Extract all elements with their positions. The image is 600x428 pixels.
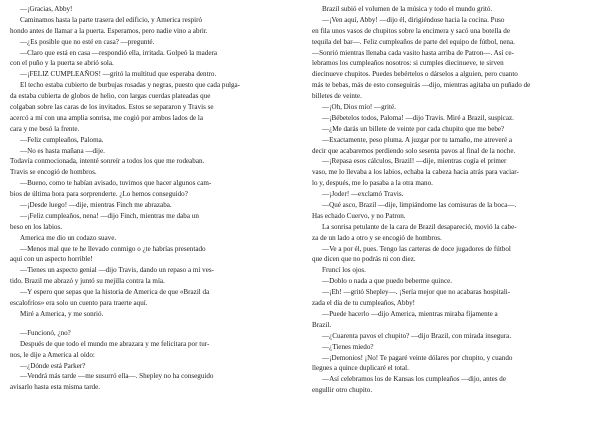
- text-line: —¿Dónde está Parker?: [20, 361, 86, 370]
- text-line: da estaba cubierta de globos de helio, con largas cuerdas plateadas que: [10, 92, 211, 101]
- text-line: —¿Cuarenta pavos el chupito? —dijo Brazil, con mirada insegura.: [322, 331, 512, 340]
- text-line: —Tienes un aspecto genial —dijo Travis, dando un repaso a mi ves-: [20, 266, 215, 275]
- text-line: hondo antes de llamar a la puerta. Esperamos, pero nadie vino a abrir.: [10, 26, 208, 35]
- text-line: El techo estaba cubierto de burbujas rosadas y negras, puesto que cada pulga-: [20, 81, 241, 90]
- text-line: lo y, después, me lo pasaba a la otra mano.: [312, 179, 433, 188]
- text-line: —Claro que está en casa —respondió ella, irritada. Golpeó la madera: [20, 48, 217, 57]
- text-line: —Y espero que sepas que la historia de America de que «Brazil da: [20, 288, 210, 297]
- text-line: Travis se encogió de hombros.: [10, 168, 97, 177]
- text-line: —¡FELIZ CUMPLEAÑOS! —gritó la multitud que esperaba dentro.: [20, 70, 217, 79]
- text-line: tido. Brazil me abrazó y juntó su mejilla contra la mía.: [10, 277, 165, 286]
- text-line: acercó a mí con una amplia sonrisa, me cogió por ambos lados de la: [10, 113, 204, 122]
- text-line: —Bueno, como te habían avisado, tuvimos que hacer algunos cam-: [20, 179, 212, 188]
- text-line: —¡Desde luego! —dije, mientras Finch me abrazaba.: [20, 201, 172, 210]
- text-line: —Feliz cumpleaños, Paloma.: [20, 135, 104, 144]
- right-page: [312, 4, 590, 424]
- text-line: —Ve a por él, pues. Tengo las carteras de doce jugadores de fútbol: [322, 244, 511, 253]
- text-line: America me dio un codazo suave.: [20, 233, 117, 242]
- text-line: colgaban sobre las caras de los invitados. Estos se separaron y Travis se: [10, 103, 214, 112]
- text-line: escalofríos» era solo un cuento para traerte aquí.: [10, 299, 148, 308]
- text-line: —¡Oh, Dios mío! —grité.: [322, 103, 396, 112]
- text-line: Todavía conmocionada, intenté sonreír a todos los que me rodeaban.: [10, 157, 205, 166]
- text-line: Brazil.: [312, 320, 332, 329]
- text-line: —¡Joder! —exclamó Travis.: [322, 190, 404, 199]
- text-line: La sonrisa petulante de la cara de Brazil desapareció, movió la cabe-: [322, 222, 517, 231]
- text-line: —No es hasta mañana —dije.: [20, 146, 105, 155]
- text-line: —¡Eh! —gritó Shepley—. ¡Sería mejor que no acabaras hospitali-: [322, 288, 511, 297]
- text-line: —Menos mal que te he llevado conmigo o ¿te habrías presentado: [20, 244, 206, 253]
- text-line: —Exactamente, peso pluma. A juzgar por tu tamaño, me atreveré a: [322, 135, 513, 144]
- text-line: —¡Feliz cumpleaños, nena! —dijo Finch, mientras me daba un: [20, 211, 199, 220]
- text-line: Brazil subió el volumen de la música y todo el mundo gritó.: [322, 5, 493, 13]
- text-line: —Puede hacerlo —dijo America, mientras miraba fijamente a: [322, 309, 498, 318]
- text-line: más te bebas, más de esto conseguirás —dijo, mientras agitaba un puñado de: [312, 81, 531, 90]
- text-line: beso en los labios.: [10, 222, 63, 231]
- text-line: Has echado Cuervo, y no Patron.: [312, 211, 406, 220]
- text-line: —Así celebramos los de Kansas los cumpleaños —dijo, antes de: [322, 375, 507, 384]
- text-line: —¡Bébetelos todos, Paloma! —dijo Travis. Miré a Brazil, suspicaz.: [322, 113, 514, 122]
- text-line: Después de que todo el mundo me abrazara y me felicitara por tur-: [20, 339, 210, 348]
- left-page: [10, 4, 288, 424]
- text-line: —¡Repasa esos cálculos, Brazil! —dije, mientras cogía el primer: [322, 157, 507, 166]
- text-line: decir que acabaremos perdiendo solo sesenta pavos al final de la noche.: [312, 146, 516, 155]
- text-line: —¡Ven aquí, Abby! —dijo él, dirigiéndose hacia la cocina. Puso: [322, 15, 505, 24]
- text-line: —¿Tienes miedo?: [322, 342, 374, 351]
- text-line: avisarlo hasta esta misma tarde.: [10, 383, 101, 392]
- text-line: con el puño y la puerta se abrió sola.: [10, 59, 114, 68]
- text-line: —Funcionó, ¿no?: [20, 328, 71, 337]
- text-line: —¡Gracias, Abby!: [20, 5, 73, 13]
- text-line: nos, le dije a America al oído:: [10, 350, 95, 359]
- text-line: bios de última hora para sorprenderte. ¿Lo hemos conseguido?: [10, 190, 188, 199]
- text-line: Miré a America, y me sonrió.: [20, 309, 104, 318]
- text-line: —Qué asco, Brazil —dije, limpiándome las comisuras de la boca—.: [322, 201, 517, 210]
- text-line: que dicen que no podrás ni con diez.: [312, 255, 416, 264]
- text-line: vaso, me lo llevaba a los labios, echaba la cabeza hacia atrás para vaciar-: [312, 168, 519, 177]
- text-line: lebramos los cumpleaños nosotros: si cumples diecinueve, te sirven: [312, 59, 504, 68]
- text-line: diecinueve chupitos. Puedes bebértelos o dárselos a alguien, pero cuanto: [312, 70, 518, 79]
- text-line: zada el día de tu cumpleaños, Abby!: [312, 299, 416, 308]
- text-line: Fruncí los ojos.: [322, 266, 366, 275]
- text-line: Caminamos hasta la parte trasera del edificio, y America respiró: [20, 15, 203, 24]
- text-line: cara y me besó la frente.: [10, 124, 80, 133]
- text-line: aquí con un aspecto horrible!: [10, 255, 93, 264]
- text-line: —Vendrá más tarde —me susurró ella—. Shepley no ha conseguido: [20, 372, 214, 381]
- text-line: za de un lado a otro y se encogió de hombros.: [312, 233, 442, 242]
- text-line: —¡Demonios! ¡No! Te pagaré veinte dólares por chupito, y cuando: [322, 353, 513, 362]
- text-line: —Sonrió mientras llenaba cada vasito hasta arriba de Patron—. Así ce-: [312, 48, 514, 57]
- text-line: billetes de veinte.: [312, 92, 362, 101]
- text-line: en fila unos vasos de chupitos sobre la encimera y sacó una botella de: [312, 26, 510, 35]
- text-line: —¿Es posible que no esté en casa? —pregunté.: [20, 37, 155, 46]
- text-line: llegues a quince duplicaré el total.: [312, 364, 409, 373]
- text-line: —Doblo o nada a que puedo beberme quince.: [322, 277, 453, 286]
- text-line: —¿Me darás un billete de veinte por cada chupito que me bebe?: [322, 124, 505, 133]
- text-line: engullir otro chupito.: [312, 386, 373, 395]
- text-line: tequila del bar—. Feliz cumpleaños de parte del equipo de fútbol, nena.: [312, 37, 515, 46]
